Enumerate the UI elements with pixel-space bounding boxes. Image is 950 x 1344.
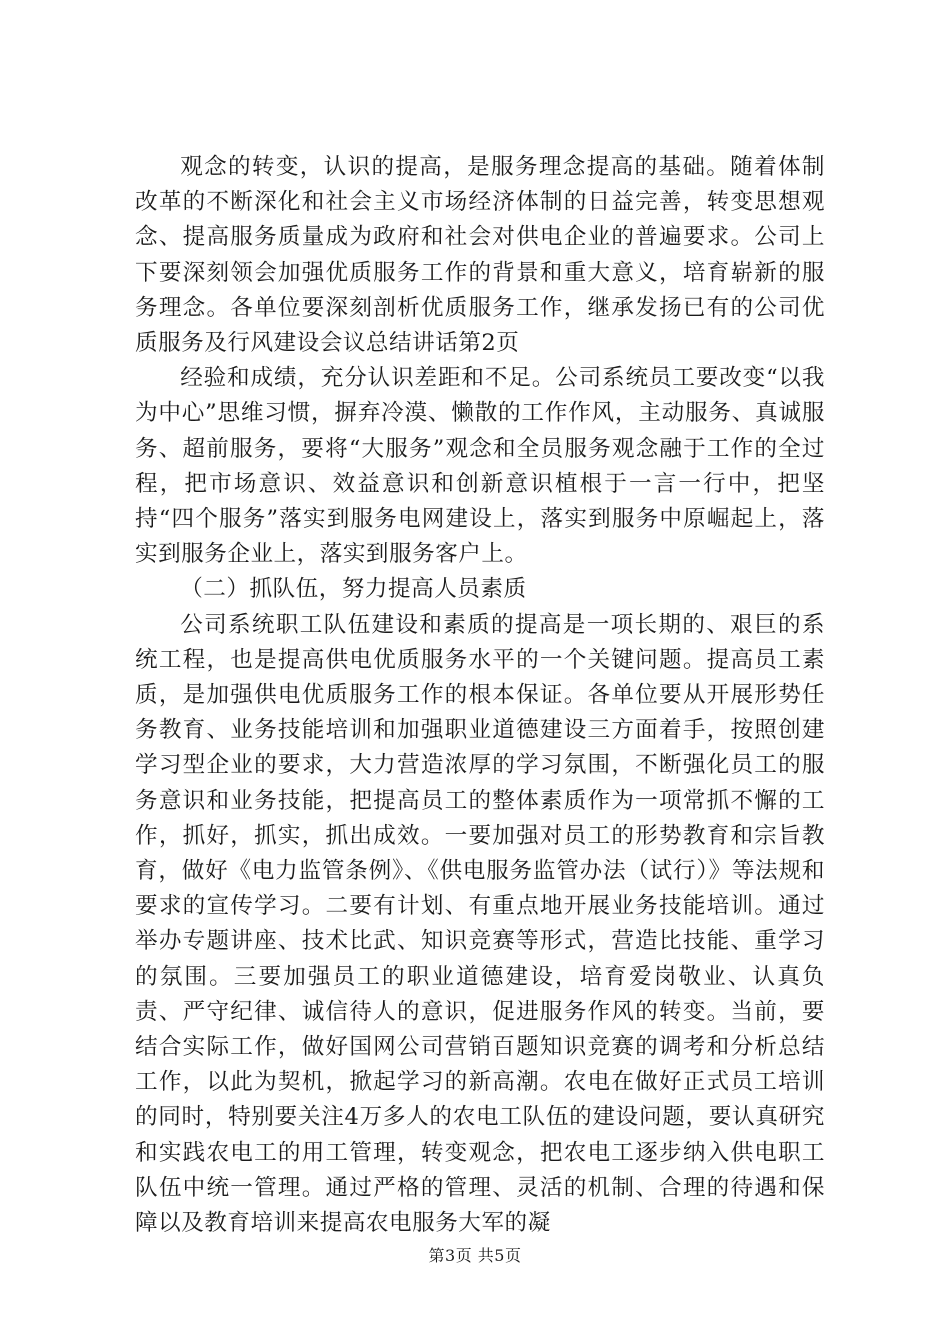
section-heading: （二）抓队伍，努力提高人员素质 — [180, 576, 527, 603]
document-body — [135, 150, 825, 1241]
paragraph-experience: 经验和成绩，充分认识差距和不足。公司系统员工要改变“以我为中心”思维习惯，摒弃冷漠、懒散的工作作风，主动服务、真诚服务、超前服务，要将“大服务”观念和全员服务观念融于工作的全过程，把市场意识、效益意识和创新意识植根于一言一行中，把坚持“四个服务”落实到服务电网建设上，落实到服务中原崛起上，落实到服务企业上，落实到服务客户上。 — [135, 365, 825, 568]
paragraph-staff-quality: 公司系统职工队伍建设和素质的提高是一项长期的、艰巨的系统工程，也是提高供电优质服务水平的一个关键问题。提高员工素质，是加强供电优质服务工作的根本保证。各单位要从开展形势任务教育、业务技能培训和加强职业道德建设三方面着手，按照创建学习型企业的要求，大力营造浓厚的学习氛围，不断强化员工的服务意识和业务技能，把提高员工的整体素质作为一项常抓不懈的工作，抓好，抓实，抓出成效。一要加强对员工的形势教育和宗旨教育，做好《电力监管条例》、《供电服务监管办法（试行）》等法规和要求的宣传学习。二要有计划、有重点地开展业务技能培训。通过举办专题讲座、技术比武、知识竞赛等形式，营造比技能、重学习的氛围。三要加强员工的职业道德建设，培育爱岗敬业、认真负责、严守纪律、诚信待人的意识，促进服务作风的转变。当前，要结合实际工作，做好国网公司营销百题知识竞赛的调考和分析总结工作，以此为契机，掀起学习的新高潮。农电在做好正式员工培训的同时，特别要关注4万多人的农电工队伍的建设问题，要认真研究和实践农电工的用工管理，转变观念，把农电工逐步纳入供电职工队伍中统一管理。通过严格的管理、灵活的机制、合理的待遇和保障以及教育培训来提高农电服务大军的凝 — [135, 611, 825, 1237]
paragraph-service-concept: 观念的转变，认识的提高，是服务理念提高的基础。随着体制改革的不断深化和社会主义市场经济体制的日益完善，转变思想观念、提高服务质量成为政府和社会对供电企业的普遍要求。公司上下要深刻领会加强优质服务工作的背景和重大意义，培育崭新的服务理念。各单位要深刻剖析优质服务工作，继承发扬已有的公司优质服务及行风建设会议总结讲话第2页 — [135, 154, 825, 357]
page-footer: 第3页 共5页 — [428, 1246, 522, 1265]
